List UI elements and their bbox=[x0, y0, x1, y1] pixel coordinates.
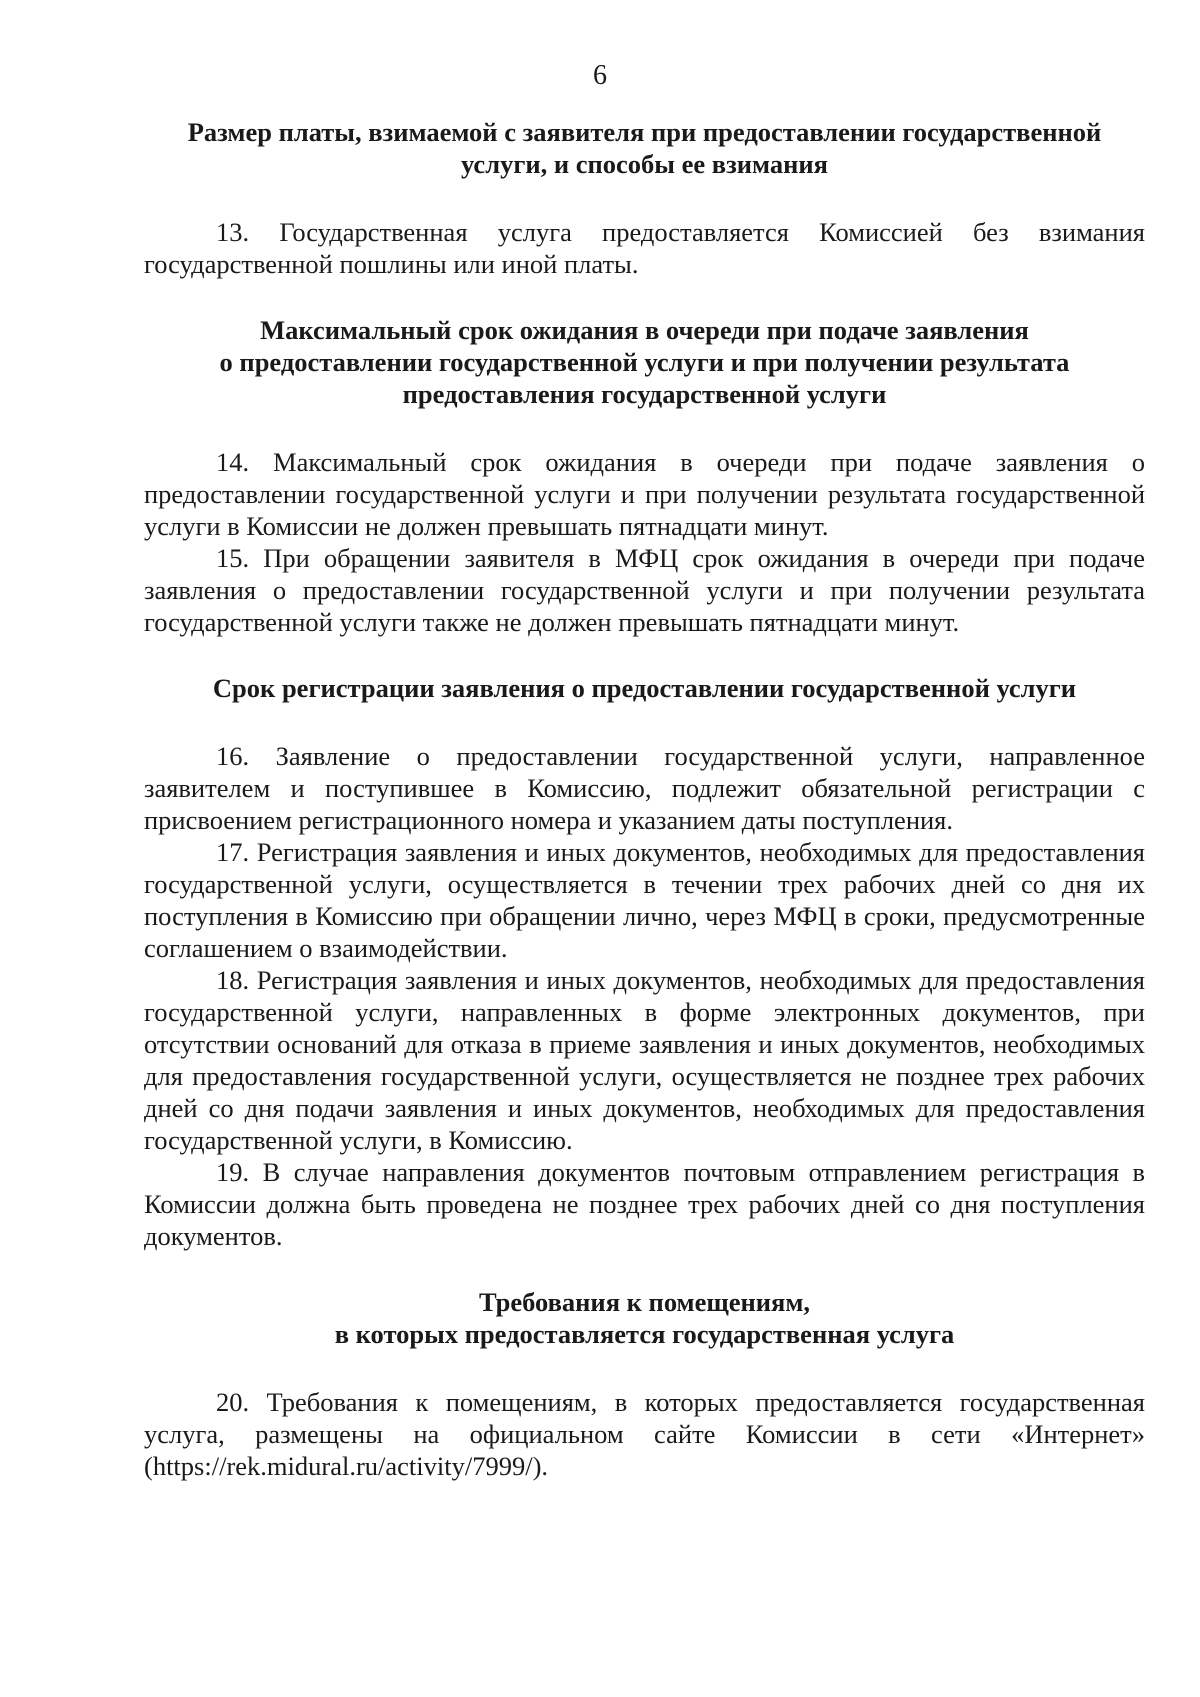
section-heading bbox=[144, 314, 1145, 410]
heading-line: Максимальный срок ожидания в очереди при подаче заявления bbox=[260, 315, 1029, 345]
paragraph-19: 19. В случае направления документов почтовым отправлением регистрация в Комиссии должна быть проведена не позднее трех рабочих дней со дня поступления документов. bbox=[144, 1157, 1145, 1251]
paragraph-16: 16. Заявление о предоставлении государственной услуги, направленное заявителем и поступившее в Комиссию, подлежит обязательной регистрации с присвоением регистрационного номера и указанием даты поступления. bbox=[144, 741, 1145, 835]
paragraph-15: 15. При обращении заявителя в МФЦ срок ожидания в очереди при подаче заявления о предоставлении государственной услуги и при получении результата государственной услуги также не должен превышать пятнадцати минут. bbox=[144, 543, 1145, 637]
heading-line: предоставления государственной услуги bbox=[402, 379, 887, 409]
section-heading bbox=[144, 116, 1145, 180]
section-registration-term bbox=[144, 672, 1145, 1252]
section-premises-requirements bbox=[144, 1286, 1145, 1482]
heading-line: в которых предоставляется государственная услуга bbox=[334, 1319, 955, 1349]
paragraph-20: 20. Требования к помещениям, в которых предоставляется государственная услуга, размещены на официальном сайте Комиссии в сети «Интернет» (https://rek.midural.ru/activity/7999/). bbox=[144, 1387, 1145, 1481]
page-number: 6 bbox=[593, 60, 607, 91]
heading-line: Требования к помещениям, bbox=[478, 1287, 811, 1317]
document-body bbox=[144, 116, 1145, 1482]
heading-line: о предоставлении государственной услуги и при получении результата bbox=[219, 347, 1070, 377]
heading-line: Срок регистрации заявления о предоставлении государственной услуги bbox=[212, 673, 1077, 703]
heading-line: Размер платы, взимаемой с заявителя при предоставлении государственной bbox=[187, 117, 1102, 147]
paragraph-17: 17. Регистрация заявления и иных документов, необходимых для предоставления государственной услуги, осуществляется в течении трех рабочих дней со дня их поступления в Комиссию при обращении лично, через МФЦ в сроки, предусмотренные соглашением о взаимодействии. bbox=[144, 837, 1145, 963]
paragraph-14: 14. Максимальный срок ожидания в очереди при подаче заявления о предоставлении государственной услуги и при получении результата государственной услуги в Комиссии не должен превышать пятнадцати минут. bbox=[144, 447, 1145, 541]
section-heading bbox=[144, 1286, 1145, 1350]
section-heading bbox=[144, 672, 1145, 704]
paragraph-18: 18. Регистрация заявления и иных документов, необходимых для предоставления государственной услуги, направленных в форме электронных документов, при отсутствии оснований для отказа в приеме заявления и иных документов, необходимых для предоставления государственной услуги, осуществляется не позднее трех рабочих дней со дня подачи заявления и иных документов, необходимых для предоставления государственной услуги, в Комиссию. bbox=[144, 965, 1145, 1155]
section-fee bbox=[144, 116, 1145, 280]
paragraph-13: 13. Государственная услуга предоставляется Комиссией без взимания государственной пошлины или иной платы. bbox=[144, 217, 1145, 279]
heading-line: услуги, и способы ее взимания bbox=[461, 149, 828, 179]
section-waiting-time bbox=[144, 314, 1145, 638]
